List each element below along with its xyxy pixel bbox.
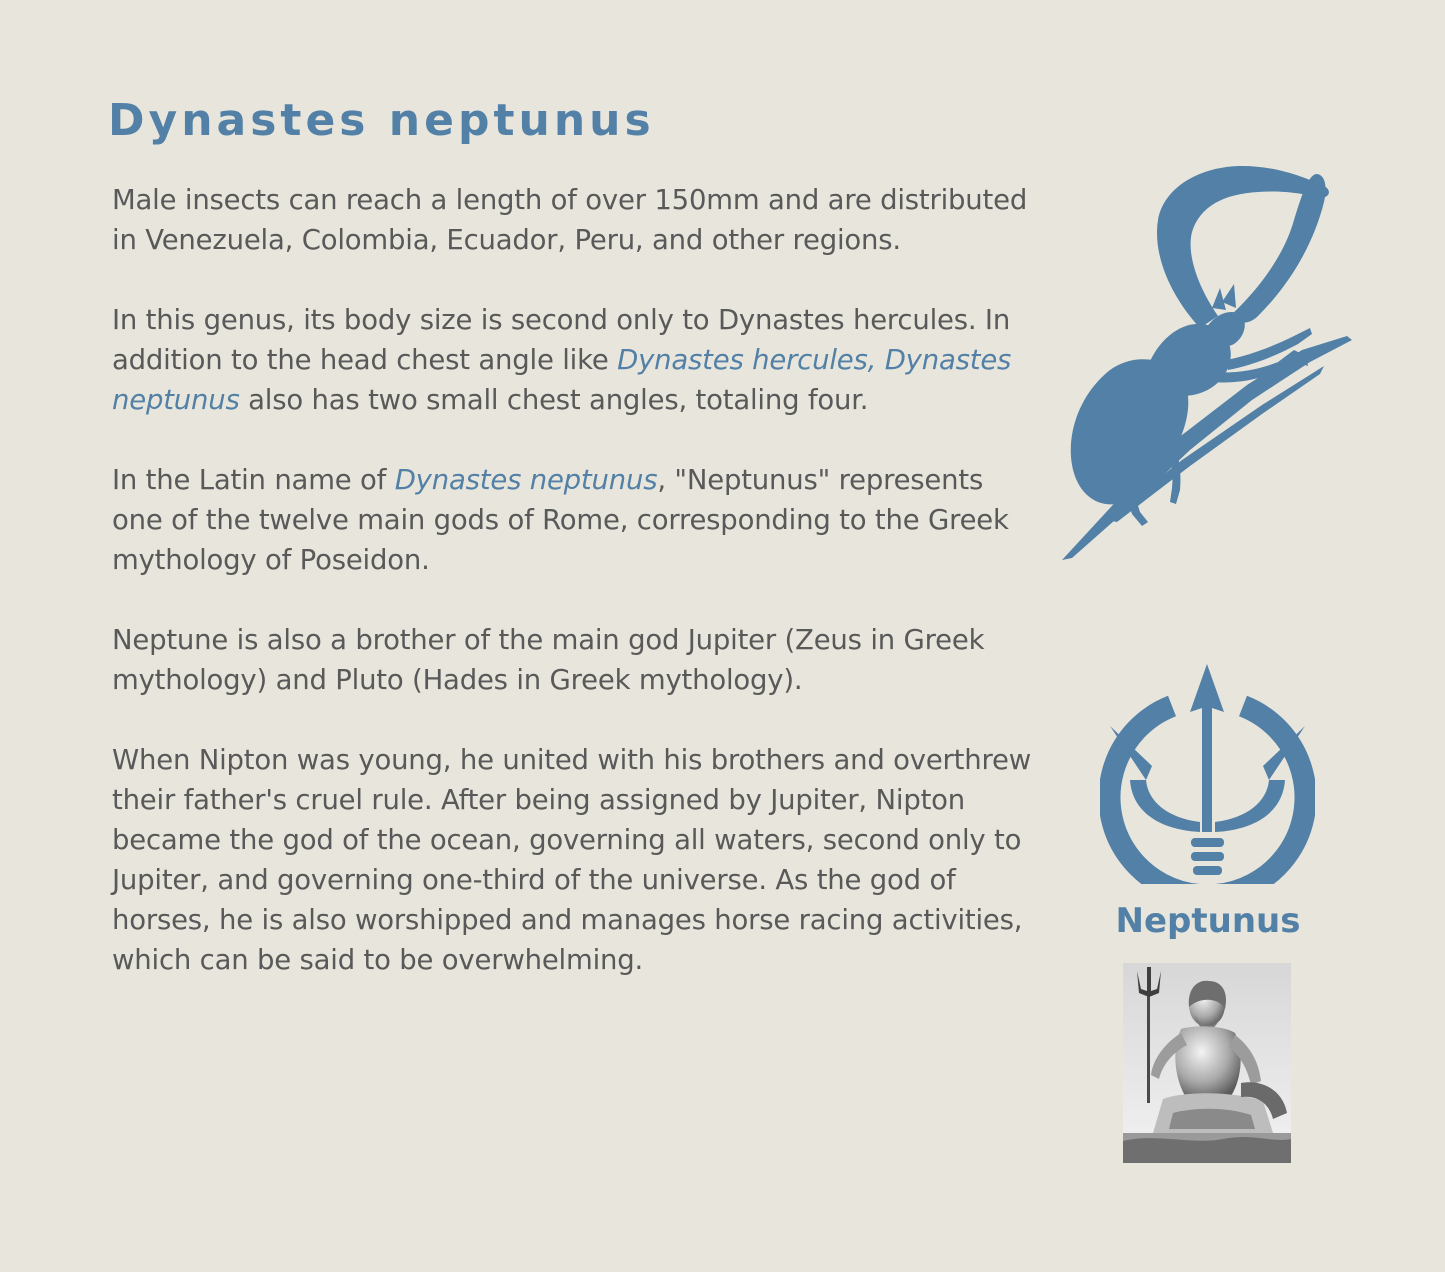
page-title: Dynastes neptunus [108,95,655,146]
paragraph-distribution: Male insects can reach a length of over 150mm and are distributed in Venezuela, Colombia, Ecuador, Peru, and other regions. [112,184,1028,256]
latin-name: Dynastes neptunus [394,464,658,496]
article-body [112,180,1032,980]
paragraph-text: In this genus, its body size is second only to Dynastes hercules. In addition to the head chest angle like [112,304,1011,376]
paragraph-brothers: Neptune is also a brother of the main god Jupiter (Zeus in Greek mythology) and Pluto (Hades in Greek mythology). [112,624,985,696]
paragraph-text: also has two small chest angles, totaling four. [239,384,869,416]
paragraph-text: , "Neptunus" represents one of the twelve main gods of Rome, corresponding to the Greek mythology of Poseidon. [112,464,1009,576]
trident-icon [1100,662,1315,884]
paragraph-body-size [112,300,1032,420]
logo-wordmark: Neptunus [1115,901,1301,941]
latin-name: Dynastes hercules, Dynastes neptunus [112,344,1012,416]
paragraph-text: In the Latin name of [112,464,395,496]
neptune-statue-image [1123,963,1291,1163]
paragraph-god-of-ocean: When Nipton was young, he united with his brothers and overthrew their father's cruel rule. After being assigned by Jupiter, Nipton became the god of the ocean, governing all waters, second only to Jupiter, and governing one-third of the universe. As the god of horses, he is also worshipped and manages horse racing activities, which can be said to be overwhelming. [112,744,1031,976]
paragraph-latin-name [112,460,1032,580]
beetle-illustration [1062,160,1352,565]
